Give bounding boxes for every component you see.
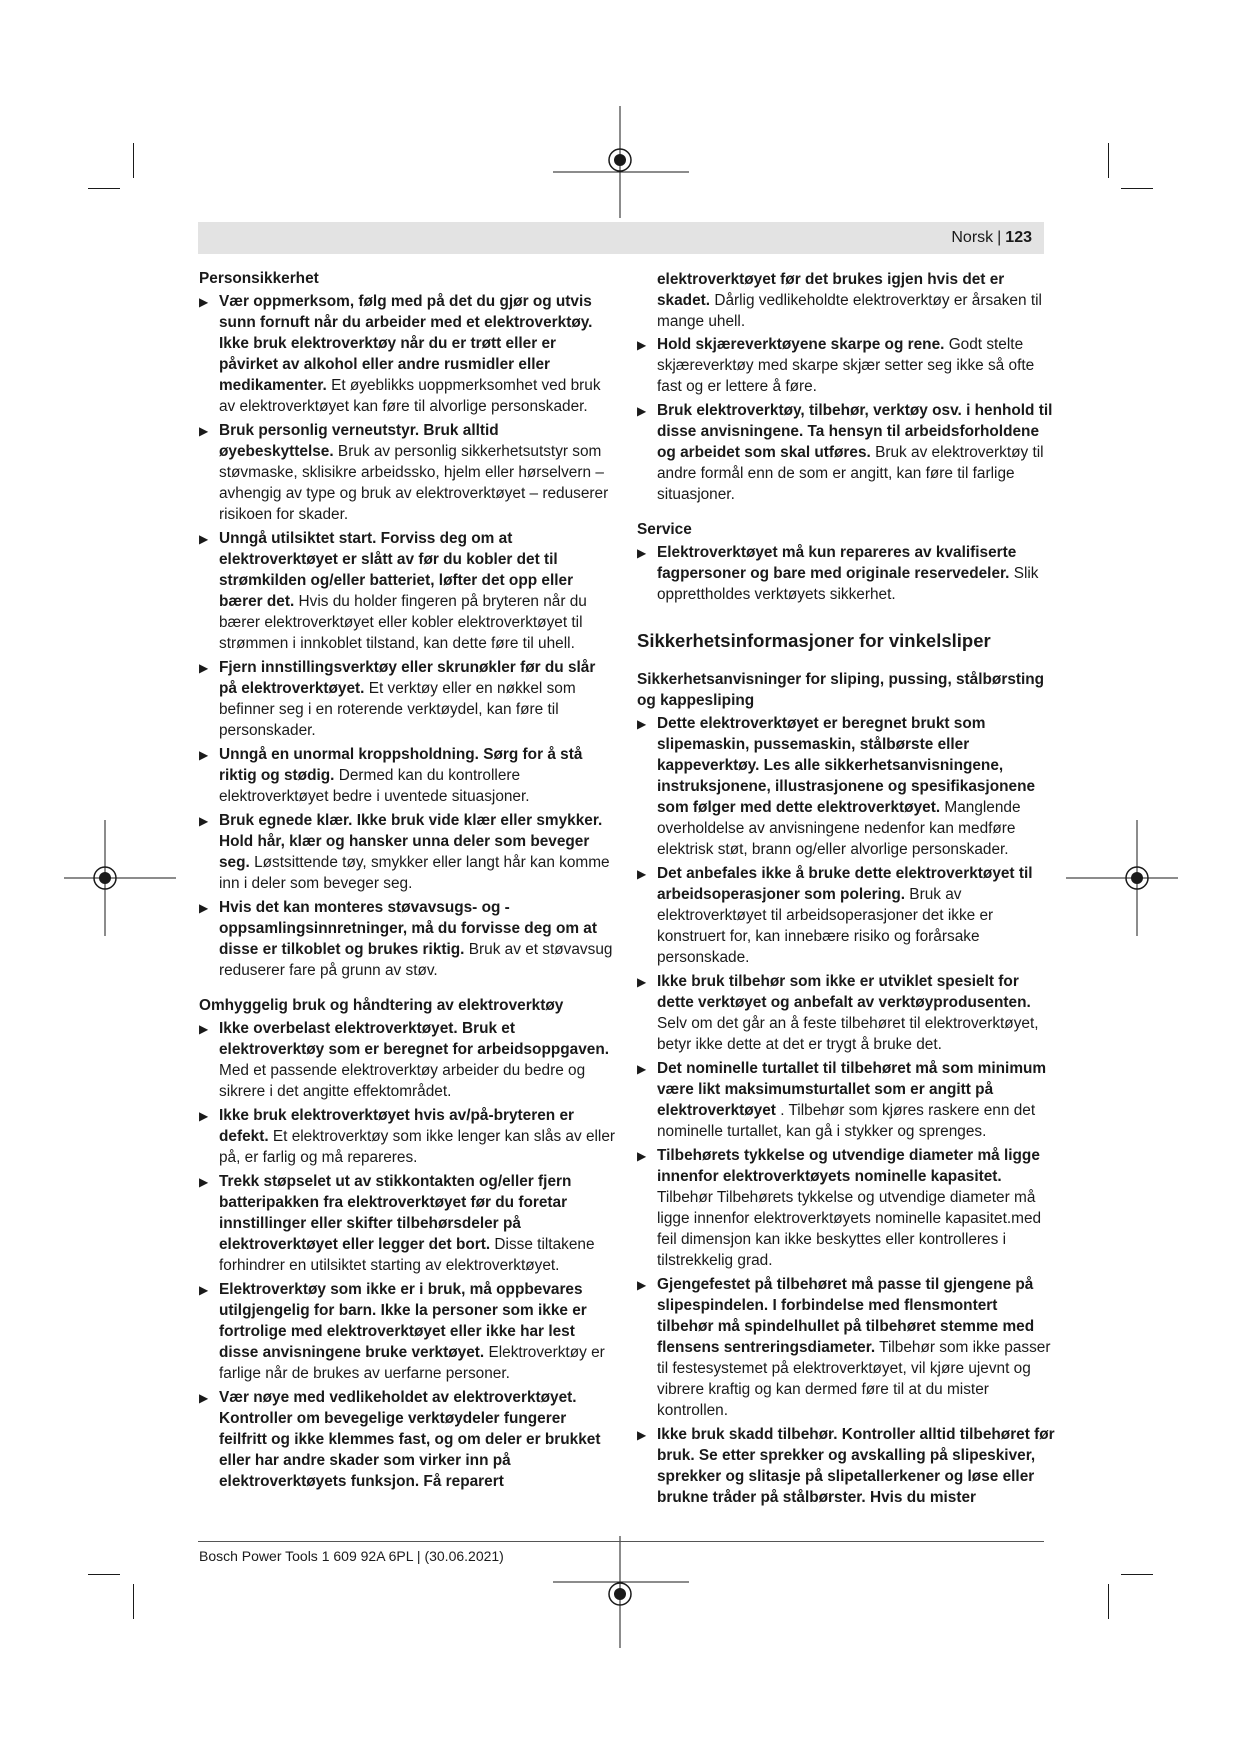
safety-instruction	[199, 291, 617, 417]
safety-instruction	[199, 1105, 617, 1168]
safety-instruction	[199, 1279, 617, 1384]
instruction-bold: Det nominelle turtallet til tilbehøret må som minimum være likt maksimumsturtallet som er angitt på elektroverktøyet	[657, 1060, 1047, 1119]
instruction-text: Tilbehør Tilbehørets tykkelse og utvendige diameter må ligge innenfor elektroverktøyets nominelle kapasitet.med feil dimensjon kan ikke beskyttes eller kontrolleres i tilstrekkelig grad.	[657, 1189, 1042, 1269]
bullet-arrow-icon: ▶	[199, 1283, 209, 1297]
registration-mark-icon	[64, 820, 176, 936]
instruction-bold: Unngå utilsiktet start. Forviss deg om at elektroverktøyet er slått av før du kobler det til strømkilden og/eller batteriet, løfter det opp eller bærer det.	[219, 530, 574, 610]
instruction-bold: Bruk elektroverktøy, tilbehør, verktøy osv. i henhold til disse anvisningene. Ta hensyn til arbeidsforholdene og arbeidet som skal utføres.	[657, 402, 1053, 461]
safety-instruction	[637, 713, 1055, 860]
instruction-text: Bruk av elektroverktøy til andre formål enn de som er angitt, kan føre til farlige situasjoner.	[657, 444, 1044, 503]
safety-instruction	[199, 1387, 617, 1492]
bullet-arrow-icon: ▶	[199, 1109, 209, 1123]
instruction-text: Slik opprettholdes verktøyets sikkerhet.	[657, 565, 1039, 603]
instruction-bold: Ikke bruk tilbehør som ikke er utviklet spesielt for dette verktøyet og anbefalt av verktøyprodusenten.	[657, 973, 1031, 1011]
instruction-text: Hvis du holder fingeren på bryteren når du bærer elektroverktøyet eller kobler elektroverktøyet til strømmen i innkoblet tilstand, kan dette føre til uhell.	[219, 593, 587, 652]
instruction-bold: Ikke bruk skadd tilbehør. Kontroller alltid tilbehøret før bruk. Se etter sprekker og avskalling på slipeskiver, sprekker og slitasje på slipetallerkener og løse eller brukne tråder på stålbørster. Hvis du mister	[657, 1426, 1055, 1506]
safety-instruction	[637, 1274, 1055, 1421]
safety-instruction	[199, 657, 617, 741]
crop-mark	[133, 1584, 134, 1619]
instruction-bold: Vær oppmerksom, følg med på det du gjør og utvis sunn fornuft når du arbeider med et elektroverktøy. Ikke bruk elektroverktøy når du er trøtt eller er påvirket av alkohol eller andre rusmidler eller medikamenter.	[219, 293, 593, 394]
section-subheading: Sikkerhetsanvisninger for sliping, pussing, stålbørsting og kappesliping	[637, 671, 1045, 709]
right-column	[637, 269, 1055, 1511]
instruction-text: Godt stelte skjæreverktøy med skarpe skjær setter seg ikke så ofte fast og er lettere å føre.	[657, 336, 1035, 395]
bullet-arrow-icon: ▶	[199, 1022, 209, 1036]
crop-mark	[88, 188, 120, 189]
instruction-bold: Ikke bruk elektroverktøyet hvis av/på-bryteren er defekt.	[219, 1107, 575, 1145]
safety-instruction	[637, 971, 1055, 1055]
instruction-bold: Det anbefales ikke å bruke dette elektroverktøyet til arbeidsoperasjoner som polering.	[657, 865, 1033, 903]
instruction-bold: Tilbehørets tykkelse og utvendige diameter må ligge innenfor elektroverktøyets nominelle kapasitet.	[657, 1147, 1040, 1185]
bullet-arrow-icon: ▶	[637, 338, 647, 352]
instruction-text: Manglende overholdelse av anvisningene nedenfor kan medføre elektrisk støt, brann og/eller alvorlige personskader.	[657, 799, 1021, 858]
safety-instruction	[637, 1145, 1055, 1271]
instruction-bold: Elektroverktøy som ikke er i bruk, må oppbevares utilgjengelig for barn. Ikke la personer som ikke er fortrolige med elektroverktøyet eller ikke har lest disse anvisningene bruke verktøyet.	[219, 1281, 587, 1361]
bullet-arrow-icon: ▶	[637, 404, 647, 418]
bullet-arrow-icon: ▶	[199, 661, 209, 675]
header-text	[951, 228, 1032, 248]
bullet-arrow-icon: ▶	[637, 867, 647, 881]
instruction-text: Løstsittende tøy, smykker eller langt hår kan komme inn i deler som beveger seg.	[219, 854, 610, 892]
section-heading: Sikkerhetsinformasjoner for vinkelsliper	[637, 630, 991, 651]
instruction-bold: Fjern innstillingsverktøy eller skrunøkler før du slår på elektroverktøyet.	[219, 659, 596, 697]
safety-instruction	[199, 1018, 617, 1102]
bullet-arrow-icon: ▶	[199, 424, 209, 438]
registration-mark-icon	[553, 106, 689, 218]
registration-mark-icon	[553, 1536, 689, 1648]
bullet-arrow-icon: ▶	[637, 1062, 647, 1076]
instruction-bold: Vær nøye med vedlikeholdet av elektroverktøyet. Kontroller om bevegelige verktøydeler fungerer feilfritt og ikke klemmes fast, og om deler er brukket eller har andre skader som virker inn på elektroverktøyets funksjon. Få reparert	[219, 1389, 601, 1490]
instruction-bold: Dette elektroverktøyet er beregnet brukt som slipemaskin, pussemaskin, stålbørste eller kappeverktøy. Les alle sikkerhetsanvisningene, instruksjonene, illustrasjonene og spesifikasjonene som følger med dette elektroverktøyet.	[657, 715, 1036, 816]
safety-instruction-continued	[637, 269, 1055, 332]
instruction-bold: Gjengefestet på tilbehøret må passe til gjengene på slipespindelen. I forbindelse med flensmontert tilbehør må spindelhullet på tilbehøret stemme med flensens sentreringsdiameter.	[657, 1276, 1035, 1356]
instruction-text: Bruk av et støvavsug reduserer fare på grunn av støv.	[219, 941, 613, 979]
section-subheading: Omhyggelig bruk og håndtering av elektroverktøy	[199, 997, 564, 1014]
bullet-arrow-icon: ▶	[637, 546, 647, 560]
instruction-bold: Elektroverktøyet må kun repareres av kvalifiserte fagpersoner og bare med originale reservedeler.	[657, 544, 1017, 582]
bullet-arrow-icon: ▶	[199, 901, 209, 915]
bullet-arrow-icon: ▶	[199, 532, 209, 546]
page-number: 123	[1005, 229, 1032, 246]
left-column	[199, 268, 617, 1495]
instruction-bold: Ikke overbelast elektroverktøyet. Bruk et elektroverktøy som er beregnet for arbeidsoppgaven.	[219, 1020, 610, 1058]
header-separator: |	[997, 229, 1002, 246]
bullet-arrow-icon: ▶	[199, 748, 209, 762]
instruction-text: Bruk av personlig sikkerhetsutstyr som støvmaske, sklisikre arbeidssko, hjelm eller hørselvern – avhengig av type og bruk av elektroverktøyet – reduserer risikoen for skader.	[219, 443, 609, 523]
safety-instruction	[637, 400, 1055, 505]
instruction-text: Med et passende elektroverktøy arbeider du bedre og sikrere i det angitte effektområdet.	[219, 1062, 586, 1100]
safety-instruction	[199, 420, 617, 525]
instruction-text: . Tilbehør som kjøres raskere enn det nominelle turtallet, kan gå i stykker og sprenges.	[657, 1102, 1036, 1140]
safety-instruction	[199, 810, 617, 894]
instruction-bold: Hvis det kan monteres støvavsugs- og -oppsamlingsinnretninger, må du forvisse deg om at disse er tilkoblet og brukes riktig.	[219, 899, 597, 958]
instruction-text: Dårlig vedlikeholdte elektroverktøy er årsaken til mange uhell.	[657, 292, 1042, 330]
crop-mark	[1108, 143, 1109, 178]
safety-instruction	[637, 334, 1055, 397]
instruction-text: Dermed kan du kontrollere elektroverktøyet bedre i uventede situasjoner.	[219, 767, 530, 805]
bullet-arrow-icon: ▶	[199, 1175, 209, 1189]
instruction-text: Bruk av elektroverktøyet til arbeidsoperasjoner det ikke er konstruert for, kan innebære risiko og forårsake personskade.	[657, 886, 994, 966]
footer-text: Bosch Power Tools 1 609 92A 6PL | (30.06.2021)	[199, 1548, 504, 1564]
bullet-arrow-icon: ▶	[637, 717, 647, 731]
bullet-arrow-icon: ▶	[637, 1149, 647, 1163]
crop-mark	[133, 143, 134, 178]
instruction-bold: Unngå en unormal kroppsholdning. Sørg for å stå riktig og stødig.	[219, 746, 583, 784]
page-header	[198, 222, 1044, 254]
instruction-text: Tilbehør som ikke passer til festesystemet på elektroverktøyet, vil kjøre ujevnt og vibrere kraftig og kan dermed føre til at du mister kontrollen.	[657, 1339, 1051, 1419]
safety-instruction	[199, 897, 617, 981]
bullet-arrow-icon: ▶	[637, 1278, 647, 1292]
safety-instruction	[637, 863, 1055, 968]
section-subheading: Service	[637, 521, 692, 538]
header-language: Norsk	[951, 229, 994, 246]
instruction-bold: elektroverktøyet før det brukes igjen hvis det er skadet.	[657, 271, 1005, 309]
instruction-text: Disse tiltakene forhindrer en utilsiktet starting av elektroverktøyet.	[219, 1236, 595, 1274]
section-subheading: Personsikkerhet	[199, 270, 319, 287]
safety-instruction	[637, 1058, 1055, 1142]
bullet-arrow-icon: ▶	[199, 295, 209, 309]
instruction-bold: Trekk støpselet ut av stikkontakten og/eller fjern batteripakken fra elektroverktøyet før du foretar innstillinger eller skifter tilbehørsdeler på elektroverktøyet eller legger det bort.	[219, 1173, 572, 1253]
instruction-text: Selv om det går an å feste tilbehøret til elektroverktøyet, betyr ikke dette at det er trygt å bruke det.	[657, 1015, 1039, 1053]
crop-mark	[1121, 188, 1153, 189]
safety-instruction	[637, 542, 1055, 605]
instruction-bold: Bruk egnede klær. Ikke bruk vide klær eller smykker. Hold hår, klær og hansker unna deler som beveger seg.	[219, 812, 603, 871]
footer-divider	[198, 1541, 1044, 1542]
bullet-arrow-icon: ▶	[199, 1391, 209, 1405]
bullet-arrow-icon: ▶	[637, 975, 647, 989]
bullet-arrow-icon: ▶	[637, 1428, 647, 1442]
registration-mark-icon	[1066, 820, 1178, 936]
crop-mark	[1108, 1584, 1109, 1619]
crop-mark	[1121, 1574, 1153, 1575]
instruction-bold: Hold skjæreverktøyene skarpe og rene.	[657, 336, 945, 353]
safety-instruction	[637, 1424, 1055, 1508]
instruction-text: Elektroverktøy er farlige når de brukes av uerfarne personer.	[219, 1344, 605, 1382]
crop-mark	[88, 1574, 120, 1575]
safety-instruction	[199, 1171, 617, 1276]
instruction-bold: Bruk personlig verneutstyr. Bruk alltid øyebeskyttelse.	[219, 422, 499, 460]
instruction-text: Et verktøy eller en nøkkel som befinner seg i en roterende verktøydel, kan føre til personskader.	[219, 680, 576, 739]
instruction-text: Et øyeblikks uoppmerksomhet ved bruk av elektroverktøyet kan føre til alvorlige personskader.	[219, 377, 601, 415]
instruction-text: Et elektroverktøy som ikke lenger kan slås av eller på, er farlig og må repareres.	[219, 1128, 616, 1166]
safety-instruction	[199, 528, 617, 654]
bullet-arrow-icon: ▶	[199, 814, 209, 828]
safety-instruction	[199, 744, 617, 807]
